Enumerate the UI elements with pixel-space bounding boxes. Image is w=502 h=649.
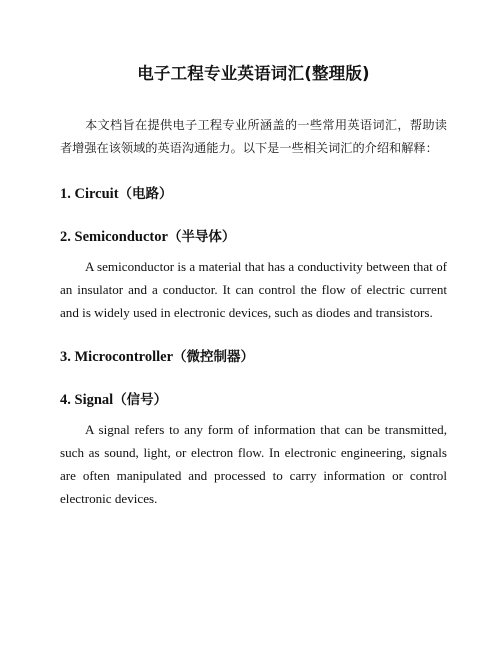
section-heading (60, 184, 447, 204)
document-title: 电子工程专业英语词汇(整理版) (137, 64, 370, 83)
document-page (60, 0, 447, 511)
section-body: A signal refers to any form of information that can be transmitted, such as sound, light, or electron flow. In electronic engineering, signals are often manipulated and processed to carry information or control electronic devices. (60, 422, 447, 506)
section-signal (60, 390, 447, 510)
section-term: 3. Microcontroller (60, 349, 174, 366)
section-heading (60, 390, 447, 410)
section-term: 1. Circuit (60, 186, 119, 202)
section-term-chinese: （微控制器） (173, 349, 255, 366)
section-heading (60, 347, 447, 367)
section-heading (60, 227, 447, 247)
section-body: A semiconductor is a material that has a conductivity between that of an insulator and a conductor. It can control the flow of electric current and is widely used in electronic devices, such as diodes and transistors. (60, 259, 447, 320)
section-circuit (60, 184, 447, 204)
section-term: 2. Semiconductor (60, 229, 168, 245)
intro-paragraph: 本文档旨在提供电子工程专业所涵盖的一些常用英语词汇，帮助读者增强在该领域的英语沟通能力。以下是一些相关词汇的介绍和解释： (60, 118, 447, 155)
section-microcontroller (60, 347, 447, 367)
section-term: 4. Signal (60, 392, 114, 409)
section-term-chinese: （电路） (118, 186, 173, 202)
section-term-chinese: （信号） (113, 392, 168, 409)
section-semiconductor (60, 227, 447, 324)
section-term-chinese: （半导体） (167, 229, 236, 245)
